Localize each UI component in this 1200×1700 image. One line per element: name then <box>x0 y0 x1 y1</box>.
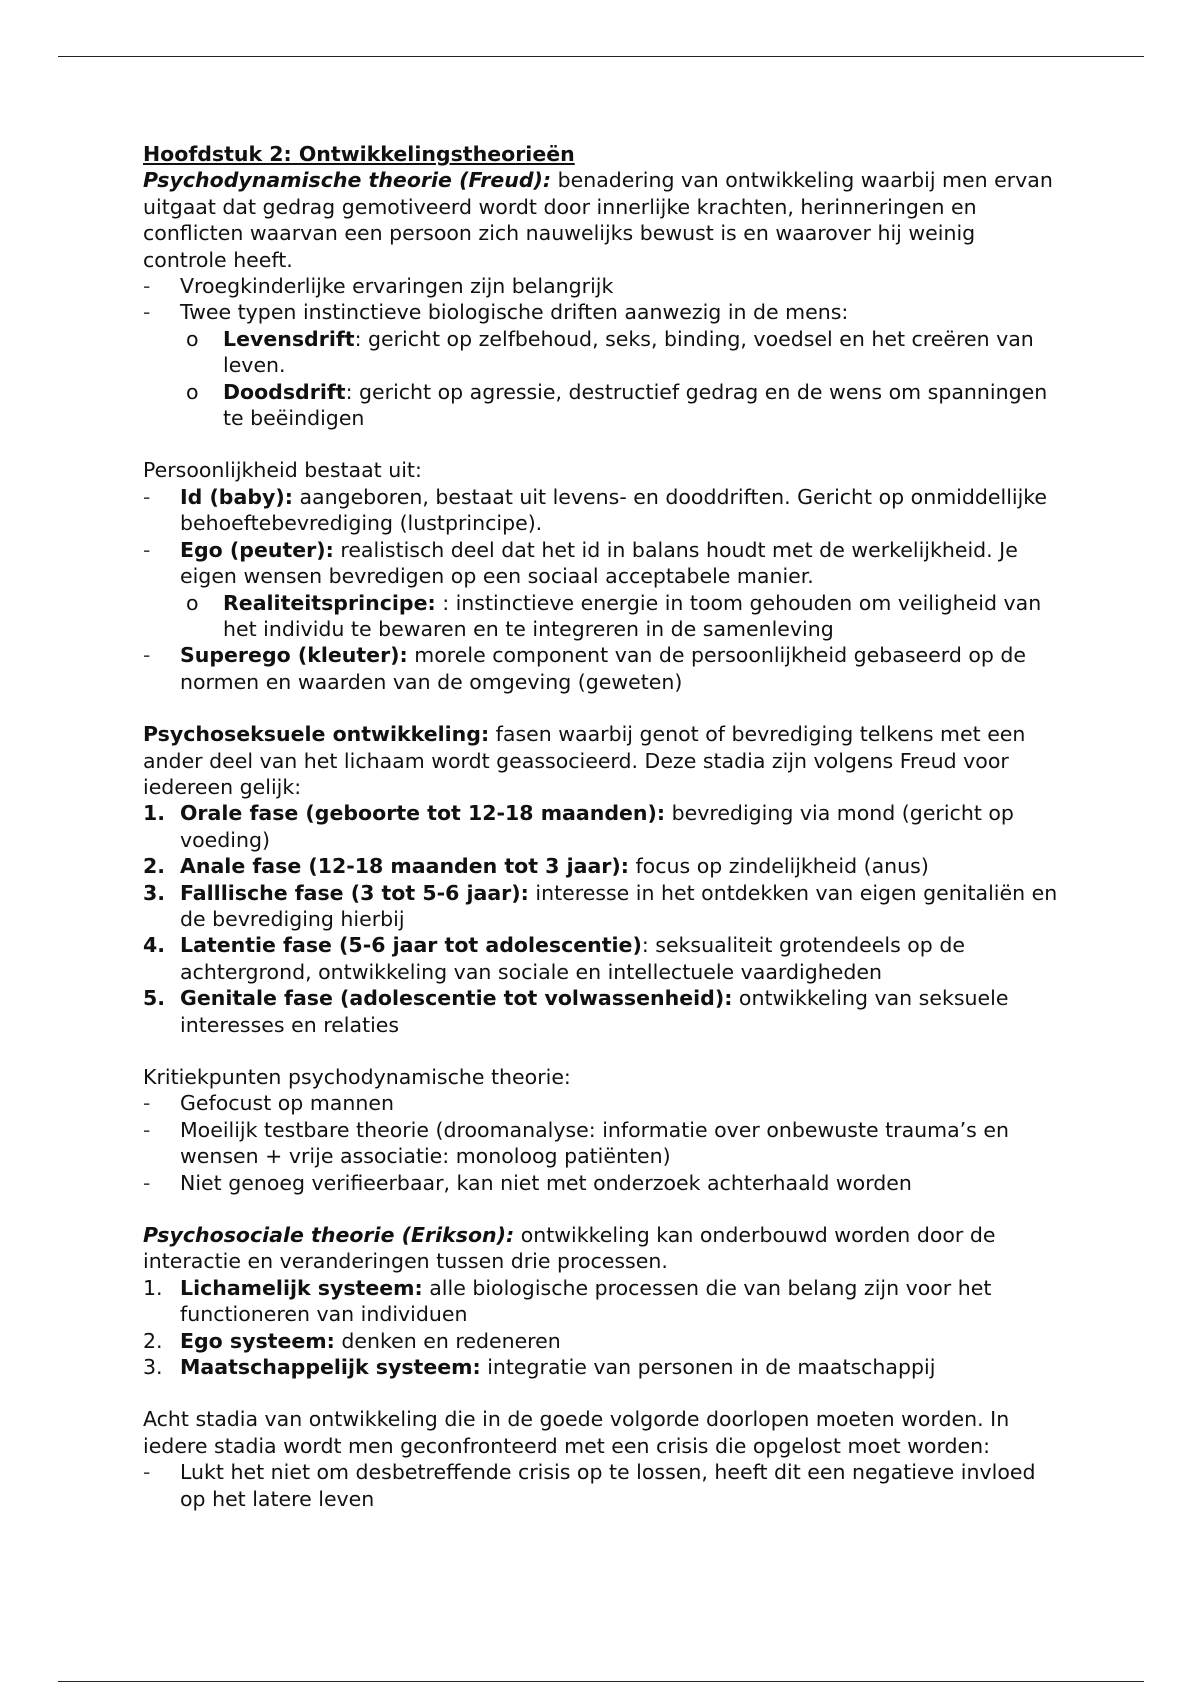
psychosocial-text: ontwikkeling kan onderbouwd worden door de interactie en veranderingen tussen drie processen. <box>143 1223 996 1274</box>
item-term: Id (baby): <box>180 484 293 509</box>
item-text: morele component van de persoonlijkheid gebaseerd op de normen en waarden van de omgeving (geweten) <box>180 643 1027 694</box>
phase-term: Genitale fase (adolescentie tot volwassenheid): <box>180 986 733 1011</box>
item-text: realistisch deel dat het id in balans houdt met de werkelijkheid. Je eigen wensen bevredigen op een sociaal acceptabele manier. <box>180 537 1018 589</box>
phase-text: : seksualiteit grotendeels op de achtergrond, ontwikkeling van sociale en intellectuele vaardigheden <box>180 933 965 984</box>
system-item <box>143 1275 1063 1328</box>
system-text: alle biologische processen die van belang zijn voor het functioneren van individuen <box>180 1275 992 1327</box>
psychodynamic-bullets <box>143 273 1063 326</box>
footer-rule <box>58 1681 1144 1682</box>
phase-item <box>143 853 1063 879</box>
phase-term: Anale fase (12-18 maanden tot 3 jaar): <box>180 854 629 879</box>
psychosexual-definition <box>143 721 1063 800</box>
reality-principle-item <box>143 590 1063 643</box>
system-number: 1. <box>143 1275 163 1300</box>
drive-text: : gericht op zelfbehoud, seks, binding, voedsel en het creëren van leven. <box>223 326 1034 378</box>
item-text: aangeboren, bestaat uit levens- en dooddriften. Gericht op onmiddellijke behoeftebevrediging (lustprincipe). <box>180 484 1048 536</box>
psychosocial-systems <box>143 1275 1063 1381</box>
list-item: - Niet genoeg verifieerbaar, kan niet met onderzoek achterhaald worden <box>143 1170 1063 1196</box>
psychodynamic-text: benadering van ontwikkeling waarbij men ervan uitgaat dat gedrag gemotiveerd wordt door innerlijke krachten, herinneringen en conflicten waarvan een persoon zich nauwelijks bewust is en waarover hij weinig controle heeft. <box>143 168 1053 272</box>
phase-item <box>143 800 1063 853</box>
personality-list <box>143 484 1063 590</box>
psychodynamic-term: Psychodynamische theorie (Freud): <box>143 168 552 193</box>
phase-number: 4. <box>143 933 166 958</box>
list-item: - Twee typen instinctieve biologische driften aanwezig in de mens: <box>143 299 1063 325</box>
personality-list-cont <box>143 642 1063 695</box>
phase-number: 5. <box>143 986 166 1011</box>
system-text: denken en redeneren <box>334 1328 561 1353</box>
phase-number: 1. <box>143 801 166 826</box>
list-item: - Lukt het niet om desbetreffende crisis op te lossen, heeft dit een negatieve invloed op het latere leven <box>143 1459 1063 1512</box>
drive-term: Levensdrift <box>223 326 355 351</box>
psychosocial-term: Psychosociale theorie (Erikson): <box>143 1223 515 1248</box>
phase-term: Falllische fase (3 tot 5-6 jaar): <box>180 880 529 905</box>
spacer <box>143 695 1063 721</box>
system-term: Lichamelijk systeem: <box>180 1275 423 1300</box>
phase-number: 2. <box>143 854 166 879</box>
personality-item-superego <box>143 642 1063 695</box>
phase-text: focus op zindelijkheid (anus) <box>628 854 929 879</box>
system-text: integratie van personen in de maatschappij <box>480 1355 936 1380</box>
drive-text: : gericht op agressie, destructief gedrag en de wens om spanningen te beëindigen <box>223 379 1048 431</box>
item-term: Realiteitsprincipe: <box>223 590 436 615</box>
psychodynamic-definition <box>143 167 1063 273</box>
stages-list <box>143 1459 1063 1512</box>
system-term: Maatschappelijk systeem: <box>180 1355 481 1380</box>
phase-number: 3. <box>143 880 166 905</box>
phase-text: interesse in het ontdekken van eigen genitaliën en de bevrediging hierbij <box>180 880 1058 931</box>
phase-item <box>143 932 1063 985</box>
criticism-intro: Kritiekpunten psychodynamische theorie: <box>143 1065 571 1089</box>
phase-item <box>143 985 1063 1038</box>
chapter-title: Hoofdstuk 2: Ontwikkelingstheorieën <box>143 142 575 166</box>
personality-intro: Persoonlijkheid bestaat uit: <box>143 458 422 483</box>
phase-text: bevrediging via mond (gericht op voeding) <box>180 801 1014 852</box>
drive-item-doodsdrift <box>143 379 1063 432</box>
phase-text: ontwikkeling van seksuele interesses en relaties <box>180 986 1009 1037</box>
psychosexual-text: fasen waarbij genot of bevrediging telkens met een ander deel van het lichaam wordt geassocieerd. Deze stadia zijn volgens Freud voor iedereen gelijk: <box>143 722 1026 799</box>
drive-item-levensdrift <box>143 326 1063 379</box>
spacer <box>143 1380 1063 1406</box>
system-item <box>143 1354 1063 1380</box>
item-text: : instinctieve energie in toom gehouden om veiligheid van het individu te bewaren en te integreren in de samenleving <box>223 590 1042 641</box>
stages-intro: Acht stadia van ontwikkeling die in de goede volgorde doorlopen moeten worden. In iedere stadia wordt men geconfronteerd met een crisis die opgelost moet worden: <box>143 1407 1010 1458</box>
criticism-list <box>143 1090 1063 1196</box>
system-term: Ego systeem: <box>180 1328 335 1353</box>
spacer <box>143 1038 1063 1064</box>
spacer <box>143 431 1063 457</box>
personality-item-id <box>143 484 1063 537</box>
psychosocial-definition <box>143 1222 1063 1275</box>
phase-item <box>143 880 1063 933</box>
list-item: - Vroegkinderlijke ervaringen zijn belangrijk <box>143 273 1063 299</box>
spacer <box>143 1196 1063 1222</box>
personality-item-ego <box>143 537 1063 590</box>
psychosexual-term: Psychoseksuele ontwikkeling: <box>143 722 490 747</box>
drive-term: Doodsdrift <box>223 379 346 404</box>
document-body <box>143 141 1063 1512</box>
list-item: - Moeilijk testbare theorie (droomanalyse: informatie over onbewuste trauma’s en wensen + vrije associatie: monoloog patiënten) <box>143 1117 1063 1170</box>
psychosexual-phases <box>143 800 1063 1038</box>
header-rule <box>58 56 1144 57</box>
item-term: Superego (kleuter): <box>180 643 408 668</box>
system-number: 3. <box>143 1355 163 1380</box>
system-number: 2. <box>143 1328 163 1353</box>
drives-list <box>143 326 1063 432</box>
ego-sublist <box>143 590 1063 643</box>
system-item <box>143 1328 1063 1354</box>
phase-term: Orale fase (geboorte tot 12-18 maanden): <box>180 801 666 826</box>
phase-term: Latentie fase (5-6 jaar tot adolescentie) <box>180 933 642 958</box>
item-term: Ego (peuter): <box>180 537 334 562</box>
list-item: - Gefocust op mannen <box>143 1090 1063 1116</box>
